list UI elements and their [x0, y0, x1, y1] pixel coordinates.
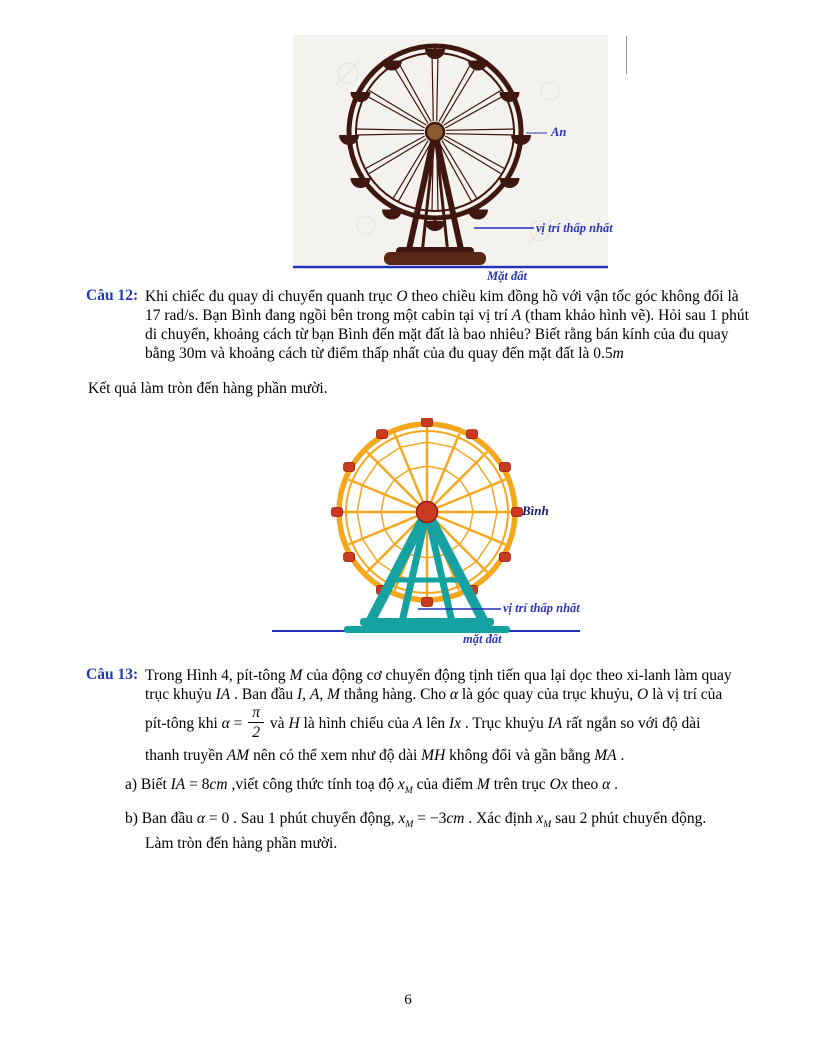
figure2-lowest-label: vị trí thấp nhất — [503, 601, 580, 615]
figure2-ground-label: mặt đất — [463, 632, 502, 646]
stand-leg — [427, 512, 484, 622]
question-12-line-4: bằng 30m và khoảng cách từ điểm thấp nhất của đu quay đến mặt đất là 0.5m — [145, 345, 624, 362]
figure-ferris-wheel-2 — [268, 418, 590, 650]
rounding-note: Kết quả làm tròn đến hàng phần mười. — [88, 380, 328, 397]
question-12 — [0, 287, 816, 363]
wheel-hub — [426, 123, 444, 141]
wheel-hub — [417, 502, 438, 523]
question-13-line-1: Trong Hình 4, pít-tông M của động cơ chuyển động tịnh tiến qua lại dọc theo xi-lanh làm quay — [145, 667, 732, 684]
question-12-label: Câu 12: — [86, 287, 139, 304]
question-13-item-a: a) Biết IA = 8cm ,viết công thức tính toạ độ $x_M$ của điểm M trên trục Ox theo α . — [125, 776, 619, 797]
figure1-lowest-label: vị trí thấp nhất — [536, 221, 613, 235]
figure1-cabin-label: An — [551, 125, 567, 139]
figure-ferris-wheel-1 — [288, 33, 620, 283]
question-13 — [0, 666, 816, 853]
page-number: 6 — [404, 992, 412, 1008]
base-platform — [384, 252, 486, 265]
question-13-label: Câu 13: — [86, 666, 139, 683]
figure2-cabin-label: Bình — [522, 503, 549, 518]
ferris-wheel-2-drawing — [268, 418, 590, 650]
stand-leg — [370, 512, 427, 622]
question-12-line-2: 17 rad/s. Bạn Bình đang ngồi bên trong một cabin tại vị trí A (tham khảo hình vẽ). Hỏi sau 1 phút — [145, 307, 749, 324]
question-13-line-2: trục khuỷu IA . Ban đầu I, A, M thẳng hàng. Cho α là góc quay của trục khuỷu, O là vị trí của — [145, 686, 723, 703]
question-12-line-3: di chuyển, khoảng cách từ bạn Bình đến mặt đất là bao nhiêu? Biết rằng bán kính của đu quay — [145, 326, 729, 343]
stray-vertical-line — [626, 36, 627, 74]
ferris-wheel-1-drawing — [288, 33, 620, 283]
question-12-body — [145, 287, 785, 363]
question-13-line-3: pít-tông khi α = $\frac{\pi}{2}$ và H là hình chiếu của A lên Ix . Trục khuỷu IA rất ngắn so với độ dài — [145, 704, 701, 742]
base-bar — [360, 618, 494, 626]
question-13-item-b-continued: Làm tròn đến hàng phần mười. — [145, 835, 338, 853]
question-13-body — [125, 666, 785, 853]
question-13-line-4: thanh truyền AM nên có thể xem như độ dài MH không đổi và gần bằng MA . — [145, 747, 625, 765]
question-13-item-b: b) Ban đầu α = 0 . Sau 1 phút chuyển động, $x_M = -3cm$ . Xác định $x_M$ sau 2 phút chuyển động. — [125, 810, 707, 831]
figure1-ground-label: Mặt đất — [487, 269, 527, 283]
question-12-line-1: Khi chiếc đu quay di chuyển quanh trục O theo chiều kim đồng hồ với vận tốc góc không đổi là — [145, 288, 739, 305]
